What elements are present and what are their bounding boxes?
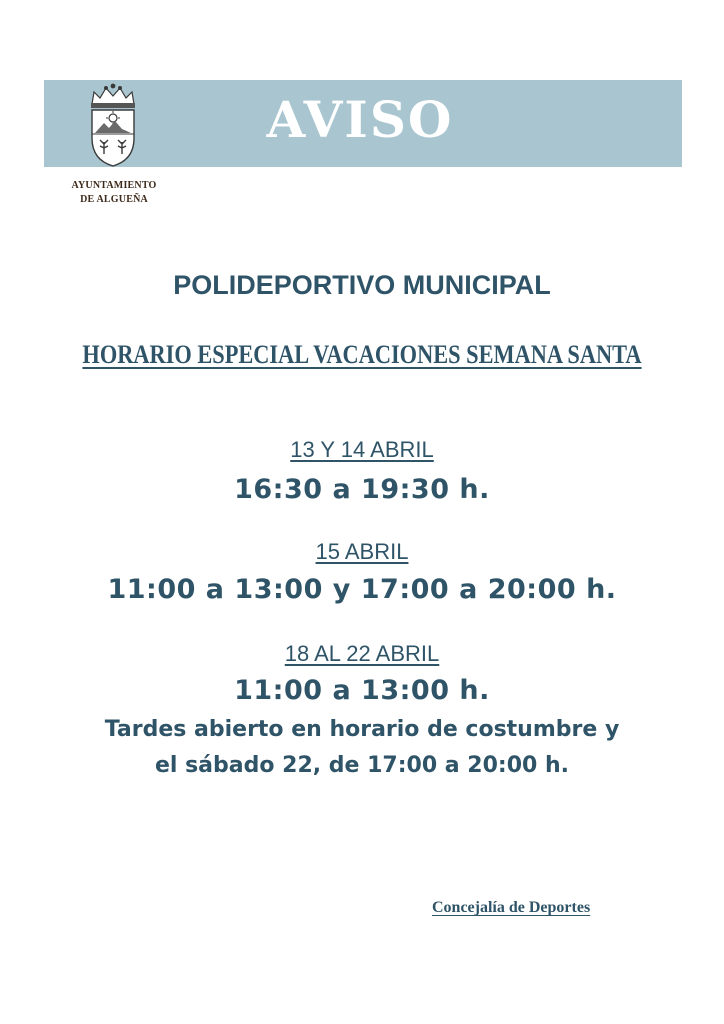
- town-line-1: AYUNTAMIENTO: [71, 180, 157, 191]
- facility-title: POLIDEPORTIVO MUNICIPAL: [173, 270, 551, 300]
- schedule-subtitle: HORARIO ESPECIAL VACACIONES SEMANA SANTA: [82, 340, 642, 369]
- schedule-date-1: 13 Y 14 ABRIL: [290, 437, 434, 462]
- schedule-date-3: 18 AL 22 ABRIL: [284, 641, 440, 666]
- department-signature: Concejalía de Deportes: [432, 899, 591, 916]
- schedule-hours-2: 11:00 a 13:00 y 17:00 a 20:00 h.: [107, 574, 617, 605]
- schedule-hours-3: 11:00 a 13:00 h.: [234, 675, 490, 706]
- town-line-2: DE ALGUEÑA: [80, 194, 148, 205]
- town-hall-name: [64, 179, 164, 207]
- note-line-2: el sábado 22, de 17:00 a 20:00 h.: [154, 753, 570, 778]
- schedule-date-2: 15 ABRIL: [315, 539, 409, 564]
- note-line-1: Tardes abierto en horario de costumbre y: [104, 717, 620, 742]
- coat-of-arms-icon: [86, 82, 140, 168]
- notice-title: AVISO: [266, 90, 454, 149]
- schedule-hours-1: 16:30 a 19:30 h.: [234, 474, 490, 505]
